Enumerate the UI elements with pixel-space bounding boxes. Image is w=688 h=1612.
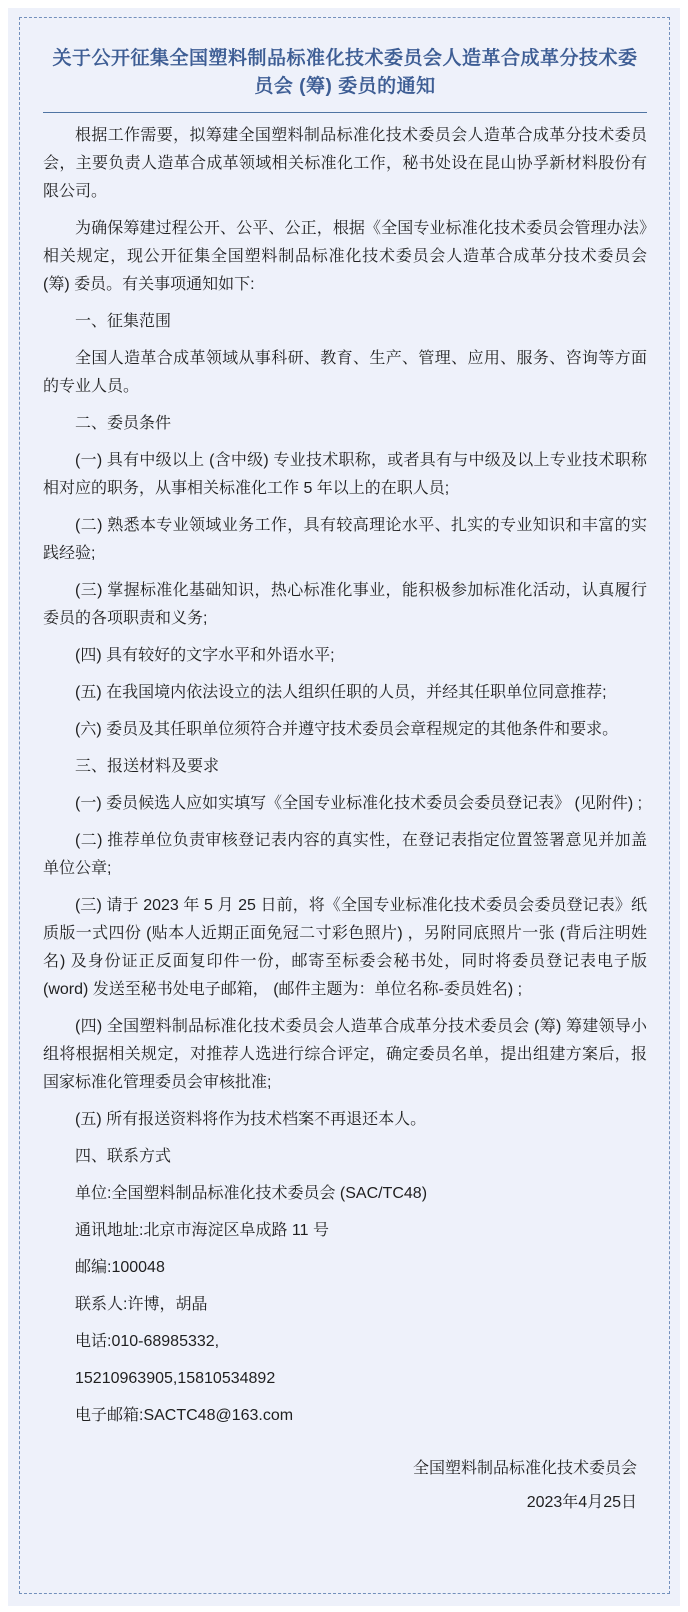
notice-title: 关于公开征集全国塑料制品标准化技术委员会人造革合成革分技术委员会 (筹) 委员的通知: [52, 48, 638, 97]
condition-item-3: (三) 掌握标准化基础知识，热心标准化事业，能积极参加标准化活动，认真履行委员的各项职责和义务;: [43, 582, 647, 627]
condition-item-1: (一) 具有中级以上 (含中级) 专业技术职称，或者具有与中级及以上专业技术职称相对应的职务，从事相关标准化工作 5 年以上的在职人员;: [43, 452, 647, 497]
notice-body: [43, 122, 647, 1430]
contact-address: 通讯地址:北京市海淀区阜成路 11 号: [75, 1222, 329, 1239]
contact-postcode: 邮编:100048: [75, 1259, 165, 1276]
section-heading-4: 四、联系方式: [75, 1148, 172, 1165]
section-heading-1: 一、征集范围: [75, 313, 172, 330]
material-item-3: (三) 请于 2023 年 5 月 25 日前，将《全国专业标准化技术委员会委员登记表》纸质版一式四份 (贴本人近期正面免冠二寸彩色照片) ，另附同底照片一张 (背后注明姓名) 及身份证正反面复印件一份，邮寄至标委会秘书处，同时将委员登记表电子版 (word) 发送至秘书处电子邮箱， (邮件主题为：单位名称-委员姓名) ;: [43, 897, 647, 998]
contact-unit: 单位:全国塑料制品标准化技术委员会 (SAC/TC48): [75, 1185, 428, 1202]
signature-date: 2023年4月25日: [526, 1494, 637, 1511]
condition-item-2: (二) 熟悉本专业领域业务工作，具有较高理论水平、扎实的专业知识和丰富的实践经验;: [43, 517, 647, 562]
material-item-2: (二) 推荐单位负责审核登记表内容的真实性，在登记表指定位置签署意见并加盖单位公章;: [43, 832, 647, 877]
material-item-1: (一) 委员候选人应如实填写《全国专业标准化技术委员会委员登记表》 (见附件) ;: [75, 795, 643, 812]
signature-org: 全国塑料制品标准化技术委员会: [412, 1460, 637, 1477]
section-heading-3: 三、报送材料及要求: [75, 758, 220, 775]
notice-panel: [8, 8, 680, 1606]
condition-item-4: (四) 具有较好的文字水平和外语水平;: [75, 647, 335, 664]
signature-block: [43, 1452, 647, 1520]
paragraph-scope: 全国人造革合成革领域从事科研、教育、生产、管理、应用、服务、咨询等方面的专业人员。: [43, 350, 647, 395]
condition-item-6: (六) 委员及其任职单位须符合并遵守技术委员会章程规定的其他条件和要求。: [75, 721, 619, 738]
contact-email: 电子邮箱:SACTC48@163.com: [75, 1407, 294, 1424]
contact-phone-1: 电话:010-68985332,: [75, 1333, 220, 1350]
section-heading-2: 二、委员条件: [75, 415, 172, 432]
material-item-4: (四) 全国塑料制品标准化技术委员会人造革合成革分技术委员会 (筹) 筹建领导小组将根据相关规定，对推荐人选进行综合评定，确定委员名单，提出组建方案后，报国家标准化管理委员会审核批准;: [43, 1018, 647, 1091]
paragraph-intro-1: 根据工作需要，拟筹建全国塑料制品标准化技术委员会人造革合成革分技术委员会，主要负责人造革合成革领域相关标准化工作，秘书处设在昆山协孚新材料股份有限公司。: [43, 127, 647, 200]
title-divider: [43, 112, 647, 113]
paragraph-intro-2: 为确保筹建过程公开、公平、公正，根据《全国专业标准化技术委员会管理办法》相关规定，现公开征集全国塑料制品标准化技术委员会人造革合成革分技术委员会 (筹) 委员。有关事项通知如下:: [43, 220, 647, 293]
material-item-5: (五) 所有报送资料将作为技术档案不再退还本人。: [75, 1111, 427, 1128]
condition-item-5: (五) 在我国境内依法设立的法人组织任职的人员，并经其任职单位同意推荐;: [75, 684, 607, 701]
contact-phone-2: 15210963905,15810534892: [75, 1370, 276, 1387]
dashed-frame: [19, 17, 670, 1594]
contact-person: 联系人:许博，胡晶: [75, 1296, 208, 1313]
